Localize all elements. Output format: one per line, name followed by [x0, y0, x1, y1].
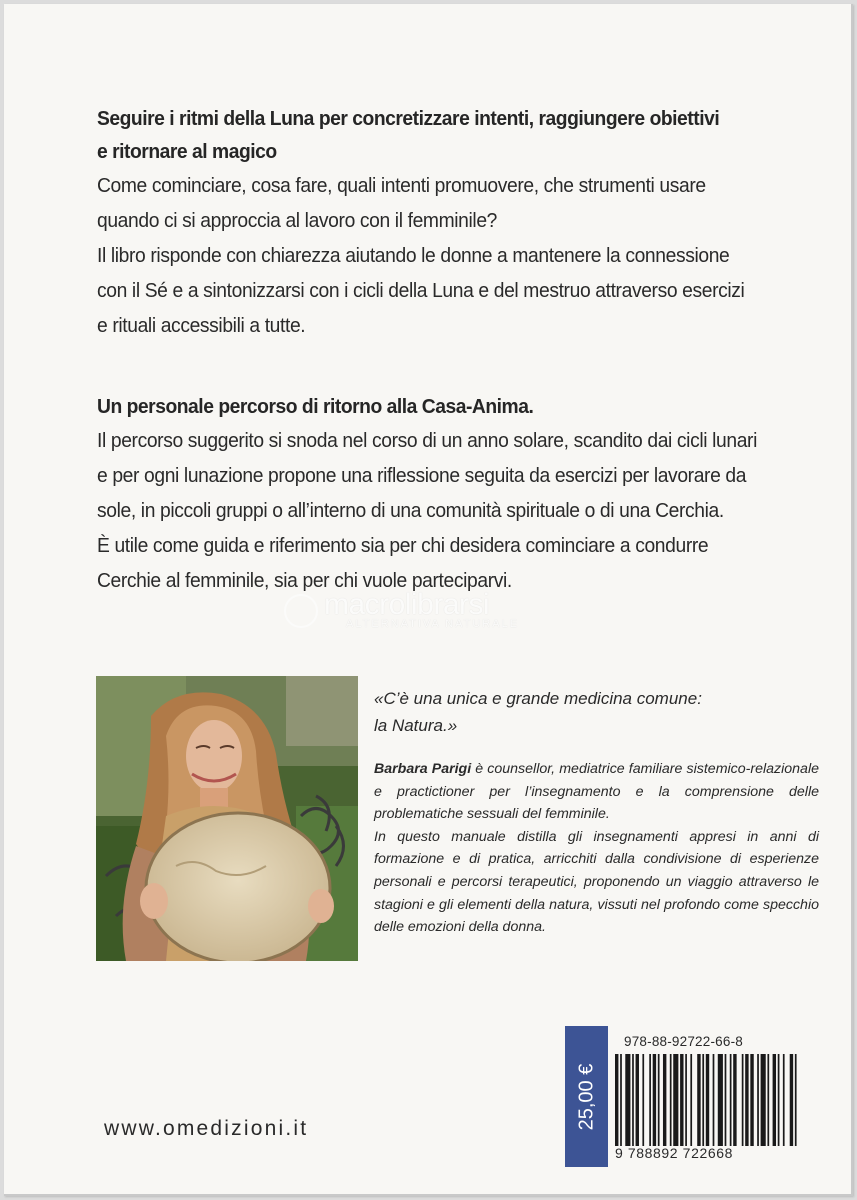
bio-paragraph-2: In questo manuale distilla gli insegnamenti appresi in anni di formazione e di pratica, arricchiti dalla condivisione di esperienze personali e percorsi terapeutici, proponendo un viaggio attraverso le stagioni e gli elementi della natura, vissuti nel profondo come specchio delle emozioni della donna.: [374, 828, 819, 936]
barcode-bar: [653, 1054, 656, 1146]
barcode-bar: [649, 1054, 651, 1146]
barcode-bar: [625, 1054, 630, 1146]
path-text-line: sole, in piccoli gruppi o all’interno di una comunità spirituale o di una Cerchia.: [97, 499, 724, 522]
barcode-bar: [750, 1054, 753, 1146]
barcode-bar: [795, 1054, 797, 1146]
barcode-bar: [733, 1054, 736, 1146]
intro-text-line: Il libro risponde con chiarezza aiutando le donne a mantenere la connessione: [97, 244, 730, 267]
macrolibrarsi-watermark: [284, 588, 584, 636]
path-text-line: e per ogni lunazione propone una riflessione seguita da esercizi per lavorare da: [97, 464, 747, 487]
barcode-bar: [620, 1054, 622, 1146]
author-name: Barbara Parigi: [374, 761, 472, 777]
intro-text-line: e rituali accessibili a tutte.: [97, 314, 306, 337]
author-portrait-illustration: [96, 676, 358, 961]
intro-text-line: Come cominciare, cosa fare, quali intenti promuovere, che strumenti usare: [97, 174, 706, 197]
barcode-bar: [713, 1054, 715, 1146]
bio-paragraph-1: [374, 758, 819, 826]
barcode-bar: [718, 1054, 723, 1146]
price: 25,00 €: [575, 1063, 597, 1130]
barcode-bar: [615, 1054, 618, 1146]
watermark-name: macrolibrarsi: [324, 588, 490, 621]
barcode-bar: [658, 1054, 660, 1146]
path-section: [97, 390, 797, 598]
barcode: [615, 1054, 800, 1146]
intro-heading-line-1: Seguire i ritmi della Luna per concretizzare intenti, raggiungere obiettivi: [97, 107, 720, 130]
quote-line-1: «C’è una unica e grande medicina comune:: [374, 689, 702, 708]
barcode-bar: [670, 1054, 672, 1146]
barcode-bar: [632, 1054, 634, 1146]
barcode-bar: [757, 1054, 759, 1146]
path-text-line: È utile come guida e riferimento sia per chi desidera cominciare a condurre: [97, 534, 709, 557]
author-photo: [96, 676, 358, 961]
price-box: [565, 1026, 608, 1167]
author-bio: [374, 758, 819, 939]
path-text-line: Il percorso suggerito si snoda nel corso di un anno solare, scandito dai cicli lunari: [97, 429, 758, 452]
barcode-bar: [790, 1054, 793, 1146]
watermark-logo-icon: [284, 594, 318, 628]
isbn-text: 978-88-92722-66-8: [624, 1034, 743, 1049]
intro-heading-line-2: e ritornare al magico: [97, 140, 277, 163]
ean-digits: 9 788892 722668: [615, 1145, 733, 1161]
barcode-bar: [663, 1054, 666, 1146]
barcode-bar: [773, 1054, 776, 1146]
path-text-line: Cerchie al femminile, sia per chi vuole parteciparvi.: [97, 569, 512, 592]
publisher-website: www.omedizioni.it: [104, 1117, 309, 1140]
watermark-tagline: ALTERNATIVA NATURALE: [346, 618, 520, 630]
author-quote: [374, 685, 774, 739]
barcode-bar: [725, 1054, 727, 1146]
barcode-bar: [702, 1054, 704, 1146]
intro-text-line: quando ci si approccia al lavoro con il femminile?: [97, 209, 498, 232]
barcode-bar: [680, 1054, 683, 1146]
barcode-bar: [690, 1054, 692, 1146]
barcode-bar: [706, 1054, 709, 1146]
barcode-bar: [673, 1054, 678, 1146]
quote-line-2: la Natura.»: [374, 716, 458, 735]
path-heading: Un personale percorso di ritorno alla Casa-Anima.: [97, 395, 534, 418]
barcode-bar: [778, 1054, 780, 1146]
barcode-bar: [745, 1054, 748, 1146]
barcode-bar: [685, 1054, 687, 1146]
barcode-bar: [761, 1054, 766, 1146]
barcode-bar: [697, 1054, 700, 1146]
barcode-bar: [636, 1054, 639, 1146]
intro-section: [97, 102, 797, 343]
book-back-cover: [4, 4, 853, 1196]
barcode-bar: [783, 1054, 785, 1146]
barcode-bar: [767, 1054, 769, 1146]
bio-paragraph-1-text: è counsellor, mediatrice familiare sistemico-relazionale e practictioner per l’insegnamento e la comprensione delle problematiche sessuali del femminile.: [374, 761, 819, 823]
intro-text-line: con il Sé e a sintonizzarsi con i cicli della Luna e del mestruo attraverso esercizi: [97, 279, 745, 302]
barcode-bar: [642, 1054, 644, 1146]
barcode-bar: [742, 1054, 744, 1146]
barcode-bar: [730, 1054, 732, 1146]
